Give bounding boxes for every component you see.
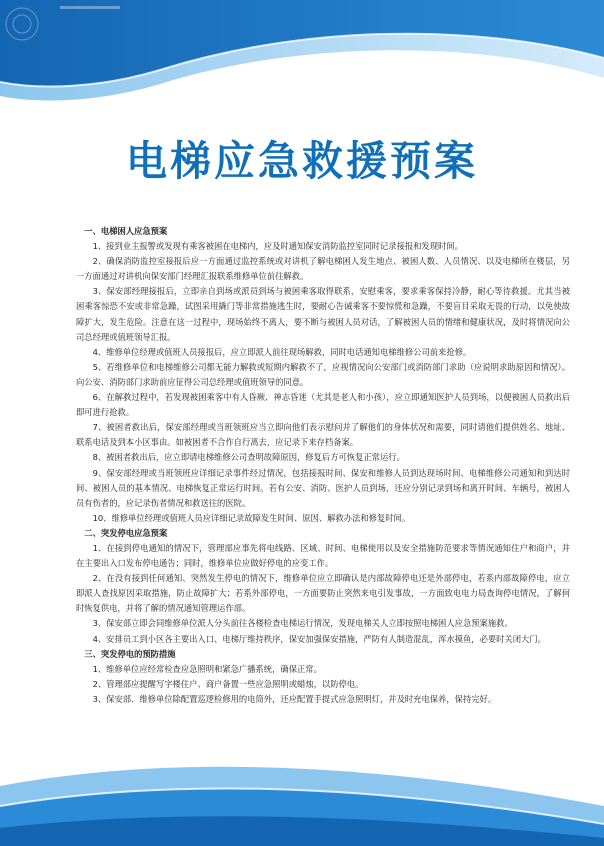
paragraph: 2、确保消防监控室接报后应一方面通过监控系统或对讲机了解电梯困人发生地点、被困人数、人员情况、以及电梯所在楼层，另一方面通过对讲机向保安部门经理汇报联系维修单位前往解救。 xyxy=(76,256,570,282)
section-heading: 三、突发停电的预防措施 xyxy=(84,648,176,659)
paragraph: 4、维修单位经理或值班人员接报后，应立即派人前往现场解救，同时电话通知电梯维修公司前来抢修。 xyxy=(92,346,472,357)
section-heading: 一、电梯困人应急预案 xyxy=(84,226,168,236)
paragraph: 7、被困者救出后，保安部经理或当班领班应当立即向他们表示慰问并了解他们的身体状况和需要，同时请他们提供姓名、地址、联系电话及到本小区事由。如被困者不合作自行离去，应记录下来存档备案。 xyxy=(76,422,570,448)
paragraph: 1、在接到停电通知的情况下，管理部应事先将电线路、区域、时间、电梯使用以及安全措施防范要求等情况通知住户和商户，并在主要出入口发布停电通告；同时，维修单位应做好停电的应变工作。 xyxy=(76,542,570,569)
paragraph: 9、保安部经理或当班领班应详细记录事件经过情况，包括接报时间、保安和维修人员到达现场时间、电梯维修公司通知和到达时间、被困人员的基本情况、电梯恢复正常运行时间。若有公安、消防、医护人员到场，还应分别记录到场和离开时间、车辆号，被困人员有伤者的，应记录伤者情况和救送往的医院。 xyxy=(76,467,570,508)
paragraph: 3、保安部、维修单位除配置巡逻检修用的电筒外，还应配置手提式应急照明灯，并及时充电保养，保持完好。 xyxy=(92,693,497,704)
paragraph: 2、在没有接到任何通知、突然发生停电的情况下，维修单位应立即确认是内部故障停电还是外部停电，若系内部故障停电，应立即派人查找原因采取措施，防止故障扩大；若系外部停电，一方面要防止突然来电引发事故，一方面致电电力局查询停电情况，了解何时恢复供电，并将了解的情况通知管理运作部。 xyxy=(76,573,570,614)
paragraph: 2、管理部应提醒写字楼住户、商户备置一些应急照明或蜡烛，以防停电。 xyxy=(92,678,364,689)
bottom-banner-decoration xyxy=(0,746,604,846)
paragraph: 3、保安部经理接报后，立即亲自到场或派员到场与被困乘客取得联系，安慰乘客，要求乘客保持冷静，耐心等待救援。尤其当被困乘客惊恐不安或非常急躁，试图采用撬门等非常措施逃生时，要耐心告诫乘客不要惊慌和急躁，不要盲目采取无畏的行动，以免使故障扩大，发生危险。注意在这一过程中，现场始终不离人，要不断与被困人员对话，了解被困人员的情绪和健康状况，及时将情况向公司总经理或值班领导汇报。 xyxy=(76,286,570,342)
paragraph: 6、在解救过程中，若发现被困乘客中有人昏厥、神志昏迷（尤其是老人和小孩），应立即通知医护人员到场，以便被困人员救出后即可进行抢救。 xyxy=(76,392,570,418)
paragraph: 4、安排员工到小区各主要出入口、电梯厅维持秩序，保安加强保安措施，严防有人制造混乱，浑水摸鱼，必要时关闭大门。 xyxy=(92,633,546,644)
paragraph: 8、被困者救出后，应立即请电梯维修公司查明故障原因，修复后方可恢复正常运行。 xyxy=(92,452,405,463)
paragraph: 1、维修单位应经常检查应急照明和紧急广播系统，确保正常。 xyxy=(92,663,322,674)
plan-content xyxy=(76,224,570,707)
paragraph: 1、接到业主报警或发现有乘客被困在电梯内，应及时通知保安消防监控室同时记录接报和发现时间。 xyxy=(92,241,463,252)
section-heading: 二、突发停电应急预案 xyxy=(84,527,168,538)
paragraph: 3、保安部立即会同维修单位派人分头前往各楼检查电梯运行情况，发现电梯关人立即按照电梯困人应急预案施救。 xyxy=(92,618,513,629)
page-title: 电梯应急救援预案 xyxy=(126,137,478,185)
paragraph: 10、维修单位经理或值班人员应详细记录故障发生时间、原因、解救办法和修复时间。 xyxy=(92,512,411,523)
paragraph: 5、若维修单位和电梯维修公司都无能力解救或短期内解救不了，应视情况向公安部门或消防部门求助（应说明求助原因和情况）。向公安、消防部门求助前应征得公司总经理或值班领导的同意。 xyxy=(76,361,570,387)
